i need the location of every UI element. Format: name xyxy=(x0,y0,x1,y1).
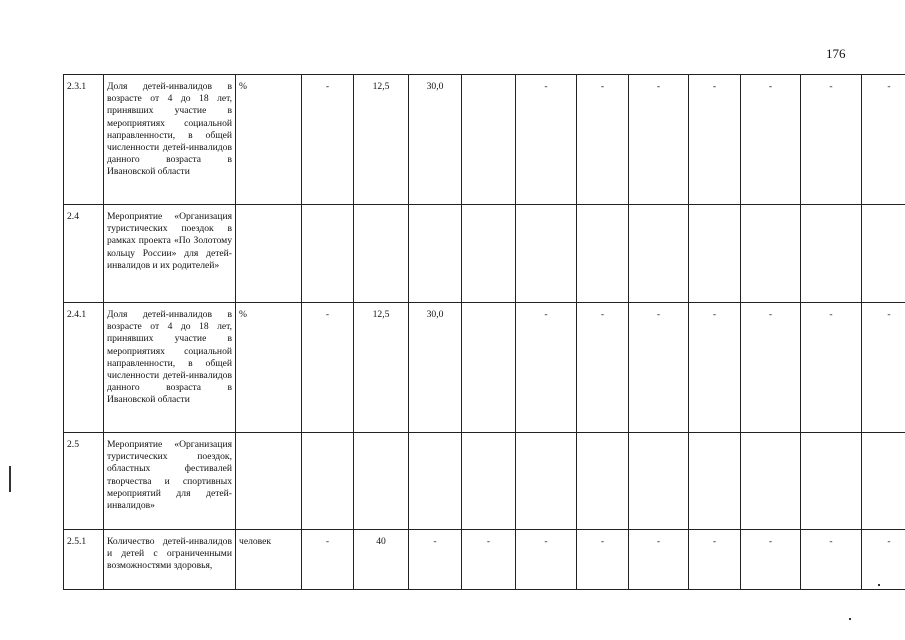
value-cell: - xyxy=(516,303,577,433)
value-cell xyxy=(801,205,862,303)
unit-cell: % xyxy=(236,303,302,433)
unit-cell xyxy=(236,205,302,303)
value-cell: - xyxy=(409,530,462,590)
value-cell xyxy=(462,205,516,303)
value-cell: 12,5 xyxy=(354,75,409,205)
row-number-cell: 2.5.1 xyxy=(64,530,104,590)
value-cell xyxy=(689,433,741,530)
scan-speck xyxy=(878,584,880,586)
value-cell: - xyxy=(801,530,862,590)
value-cell: - xyxy=(629,530,689,590)
value-cell xyxy=(689,205,741,303)
value-cell xyxy=(629,205,689,303)
value-cell: - xyxy=(741,530,801,590)
value-cell: - xyxy=(577,530,629,590)
value-cell xyxy=(577,205,629,303)
value-cell xyxy=(354,205,409,303)
value-cell: - xyxy=(577,303,629,433)
value-cell xyxy=(409,433,462,530)
indicator-description-cell: Мероприятие «Организация туристических поездок, областных фестивалей творчества и спортивных мероприятий для детей-инвалидов» xyxy=(104,433,236,530)
indicator-description-cell: Мероприятие «Организация туристических поездок в рамках проекта «По Золотому кольцу России» для детей-инвалидов и их родителей» xyxy=(104,205,236,303)
value-cell: - xyxy=(462,530,516,590)
value-cell xyxy=(741,205,801,303)
scan-speck xyxy=(849,618,851,620)
value-cell xyxy=(801,433,862,530)
value-cell: - xyxy=(862,530,905,590)
value-cell: - xyxy=(862,303,905,433)
indicator-description-cell: Количество детей-инвалидов и детей с ограниченными возможностями здоровья, xyxy=(104,530,236,590)
value-cell: - xyxy=(689,303,741,433)
value-cell: 30,0 xyxy=(409,75,462,205)
value-cell: - xyxy=(689,530,741,590)
value-cell xyxy=(629,433,689,530)
value-cell xyxy=(516,433,577,530)
value-cell: - xyxy=(516,75,577,205)
value-cell: - xyxy=(629,303,689,433)
value-cell: - xyxy=(629,75,689,205)
table-row xyxy=(64,205,905,303)
table-row xyxy=(64,303,905,433)
row-number-cell: 2.4 xyxy=(64,205,104,303)
table-row xyxy=(64,75,905,205)
unit-cell: % xyxy=(236,75,302,205)
value-cell: - xyxy=(577,75,629,205)
indicator-description-cell: Доля детей-инвалидов в возрасте от 4 до 18 лет, принявших участие в мероприятиях социальной направленности, в общей численности детей-инвалидов данного возраста в Ивановской области xyxy=(104,75,236,205)
value-cell xyxy=(462,303,516,433)
value-cell xyxy=(862,433,905,530)
value-cell: - xyxy=(862,75,905,205)
value-cell: - xyxy=(516,530,577,590)
value-cell xyxy=(462,75,516,205)
value-cell: - xyxy=(689,75,741,205)
table-row xyxy=(64,433,905,530)
value-cell xyxy=(302,433,354,530)
indicator-description-cell: Доля детей-инвалидов в возрасте от 4 до 18 лет, принявших участие в мероприятиях социальной направленности, в общей численности детей-инвалидов данного возраста в Ивановской области xyxy=(104,303,236,433)
indicator-table xyxy=(63,74,905,590)
value-cell: - xyxy=(302,75,354,205)
value-cell xyxy=(862,205,905,303)
value-cell xyxy=(462,433,516,530)
row-number-cell: 2.5 xyxy=(64,433,104,530)
value-cell xyxy=(354,433,409,530)
value-cell xyxy=(302,205,354,303)
table-row xyxy=(64,530,905,590)
value-cell xyxy=(409,205,462,303)
value-cell: - xyxy=(801,303,862,433)
value-cell: - xyxy=(741,75,801,205)
value-cell xyxy=(577,433,629,530)
value-cell: - xyxy=(741,303,801,433)
value-cell xyxy=(516,205,577,303)
value-cell xyxy=(741,433,801,530)
scan-mark xyxy=(9,466,11,492)
unit-cell xyxy=(236,433,302,530)
value-cell: - xyxy=(302,303,354,433)
row-number-cell: 2.4.1 xyxy=(64,303,104,433)
value-cell: - xyxy=(801,75,862,205)
value-cell: 12,5 xyxy=(354,303,409,433)
value-cell: 40 xyxy=(354,530,409,590)
value-cell: - xyxy=(302,530,354,590)
value-cell: 30,0 xyxy=(409,303,462,433)
row-number-cell: 2.3.1 xyxy=(64,75,104,205)
page-number: 176 xyxy=(826,46,846,61)
unit-cell: человек xyxy=(236,530,302,590)
